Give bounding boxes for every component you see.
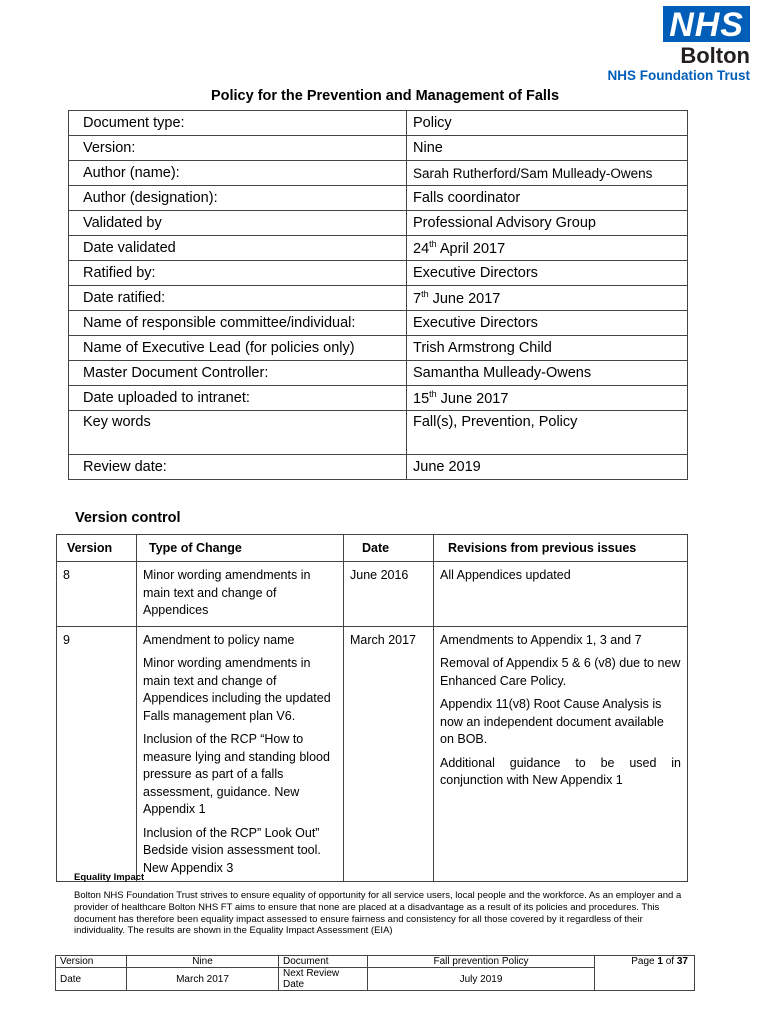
info-row (69, 211, 688, 236)
info-row (69, 186, 688, 211)
footer-document-label: Document (279, 956, 368, 968)
info-row (69, 411, 688, 455)
info-label: Ratified by: (69, 261, 407, 286)
info-label: Review date: (69, 455, 407, 480)
info-row (69, 455, 688, 480)
info-label: Validated by (69, 211, 407, 236)
page-footer (55, 955, 695, 991)
page-total: 37 (676, 956, 688, 967)
info-label: Key words (69, 411, 407, 455)
revisions-cell: All Appendices updated (434, 562, 688, 627)
change-item: Inclusion of the RCP” Look Out” Bedside vision assessment tool. New Appendix 3 (143, 825, 321, 875)
info-row (69, 111, 688, 136)
info-row (69, 336, 688, 361)
info-label: Date uploaded to intranet: (69, 386, 407, 411)
info-row (69, 136, 688, 161)
page-prefix: Page (631, 956, 658, 967)
date-rest: June 2017 (428, 290, 501, 307)
info-row (69, 386, 688, 411)
date-suffix: th (429, 389, 437, 400)
date-suffix: th (421, 289, 429, 300)
table-header-row (57, 535, 688, 562)
footer-page-number (595, 956, 695, 991)
info-row (69, 361, 688, 386)
info-value: Falls coordinator (407, 186, 688, 211)
equality-impact-text: Bolton NHS Foundation Trust strives to ensure equality of opportunity for all service users, local people and the workforce. As an employer and a provider of healthcare Bolton NHS FT aims to ensure that none are placed at a disadvantage as a result of its policies and procedures. This document has therefore been equality impact assessed to ensure fairness and consistency for all those covered by it regardless of their individuality. The results are shown in the Equality Impact Assessment (EIA) (74, 890, 682, 937)
column-header: Version (57, 535, 137, 562)
nhs-badge: NHS (663, 6, 750, 42)
date-cell: June 2016 (344, 562, 434, 627)
info-label: Document type: (69, 111, 407, 136)
date-cell: March 2017 (344, 626, 434, 882)
date-rest: June 2017 (436, 390, 509, 407)
info-value: Executive Directors (407, 311, 688, 336)
page-current: 1 (657, 956, 663, 967)
info-value: Sarah Rutherford/Sam Mulleady-Owens (407, 161, 688, 186)
table-row (57, 562, 688, 627)
change-cell (137, 626, 344, 882)
info-value (407, 286, 688, 311)
version-cell: 9 (57, 626, 137, 882)
table-row (57, 626, 688, 882)
change-item: Inclusion of the RCP “How to measure lying and standing blood pressure as part of a falls assessment, guidance. New Appendix 1 (143, 732, 330, 816)
date-rest: April 2017 (436, 240, 506, 257)
org-subtitle: NHS Foundation Trust (607, 68, 750, 83)
date-day: 24 (413, 240, 430, 257)
date-day: 7 (413, 290, 422, 307)
date-day: 15 (413, 390, 430, 407)
info-label: Name of Executive Lead (for policies only) (69, 336, 407, 361)
info-value: Professional Advisory Group (407, 211, 688, 236)
change-item: Minor wording amendments in main text and change of Appendices including the updated Falls management plan V6. (143, 656, 331, 723)
version-control-table (56, 534, 688, 882)
info-value (407, 386, 688, 411)
info-value: Trish Armstrong Child (407, 336, 688, 361)
info-value: Fall(s), Prevention, Policy (407, 411, 688, 455)
revision-item: Additional guidance to be used in conjunction with New Appendix 1 (440, 755, 681, 787)
revision-item: Amendments to Appendix 1, 3 and 7 (440, 632, 642, 647)
document-info-table (68, 110, 688, 480)
version-control-title: Version control (75, 510, 181, 526)
column-header: Revisions from previous issues (434, 535, 688, 562)
footer-review-value: July 2019 (368, 968, 595, 991)
column-header: Type of Change (137, 535, 344, 562)
info-value: Samantha Mulleady-Owens (407, 361, 688, 386)
document-title: Policy for the Prevention and Management of Falls (210, 88, 560, 104)
version-cell: 8 (57, 562, 137, 627)
info-row (69, 236, 688, 261)
revision-item: Appendix 11(v8) Root Cause Analysis is now an independent document available on BOB. (440, 697, 664, 746)
info-label: Version: (69, 136, 407, 161)
footer-review-label: Next Review Date (279, 968, 368, 991)
info-value: June 2019 (407, 455, 688, 480)
footer-document-value: Fall prevention Policy (368, 956, 595, 968)
revision-item: Removal of Appendix 5 & 6 (v8) due to new Enhanced Care Policy. (440, 656, 681, 688)
footer-row (56, 956, 695, 968)
info-label: Master Document Controller: (69, 361, 407, 386)
date-suffix: th (429, 239, 437, 250)
page-of: of (662, 956, 677, 967)
revisions-cell (434, 626, 688, 882)
info-row (69, 286, 688, 311)
change-item: Amendment to policy name (143, 632, 295, 647)
info-label: Author (name): (69, 161, 407, 186)
footer-version-value: Nine (127, 956, 279, 968)
info-label: Name of responsible committee/individual: (69, 311, 407, 336)
info-label: Author (designation): (69, 186, 407, 211)
equality-impact-heading: Equality Impact (74, 872, 145, 883)
footer-date-label: Date (56, 968, 127, 991)
info-row (69, 261, 688, 286)
info-row (69, 311, 688, 336)
info-value: Executive Directors (407, 261, 688, 286)
column-header: Date (344, 535, 434, 562)
footer-version-label: Version (56, 956, 127, 968)
info-value: Policy (407, 111, 688, 136)
info-label: Date validated (69, 236, 407, 261)
info-value: Nine (407, 136, 688, 161)
org-name: Bolton (680, 43, 750, 68)
change-cell: Minor wording amendments in main text and change of Appendices (137, 562, 344, 627)
info-value (407, 236, 688, 261)
info-row (69, 161, 688, 186)
footer-date-value: March 2017 (127, 968, 279, 991)
info-label: Date ratified: (69, 286, 407, 311)
nhs-logo (590, 6, 750, 84)
